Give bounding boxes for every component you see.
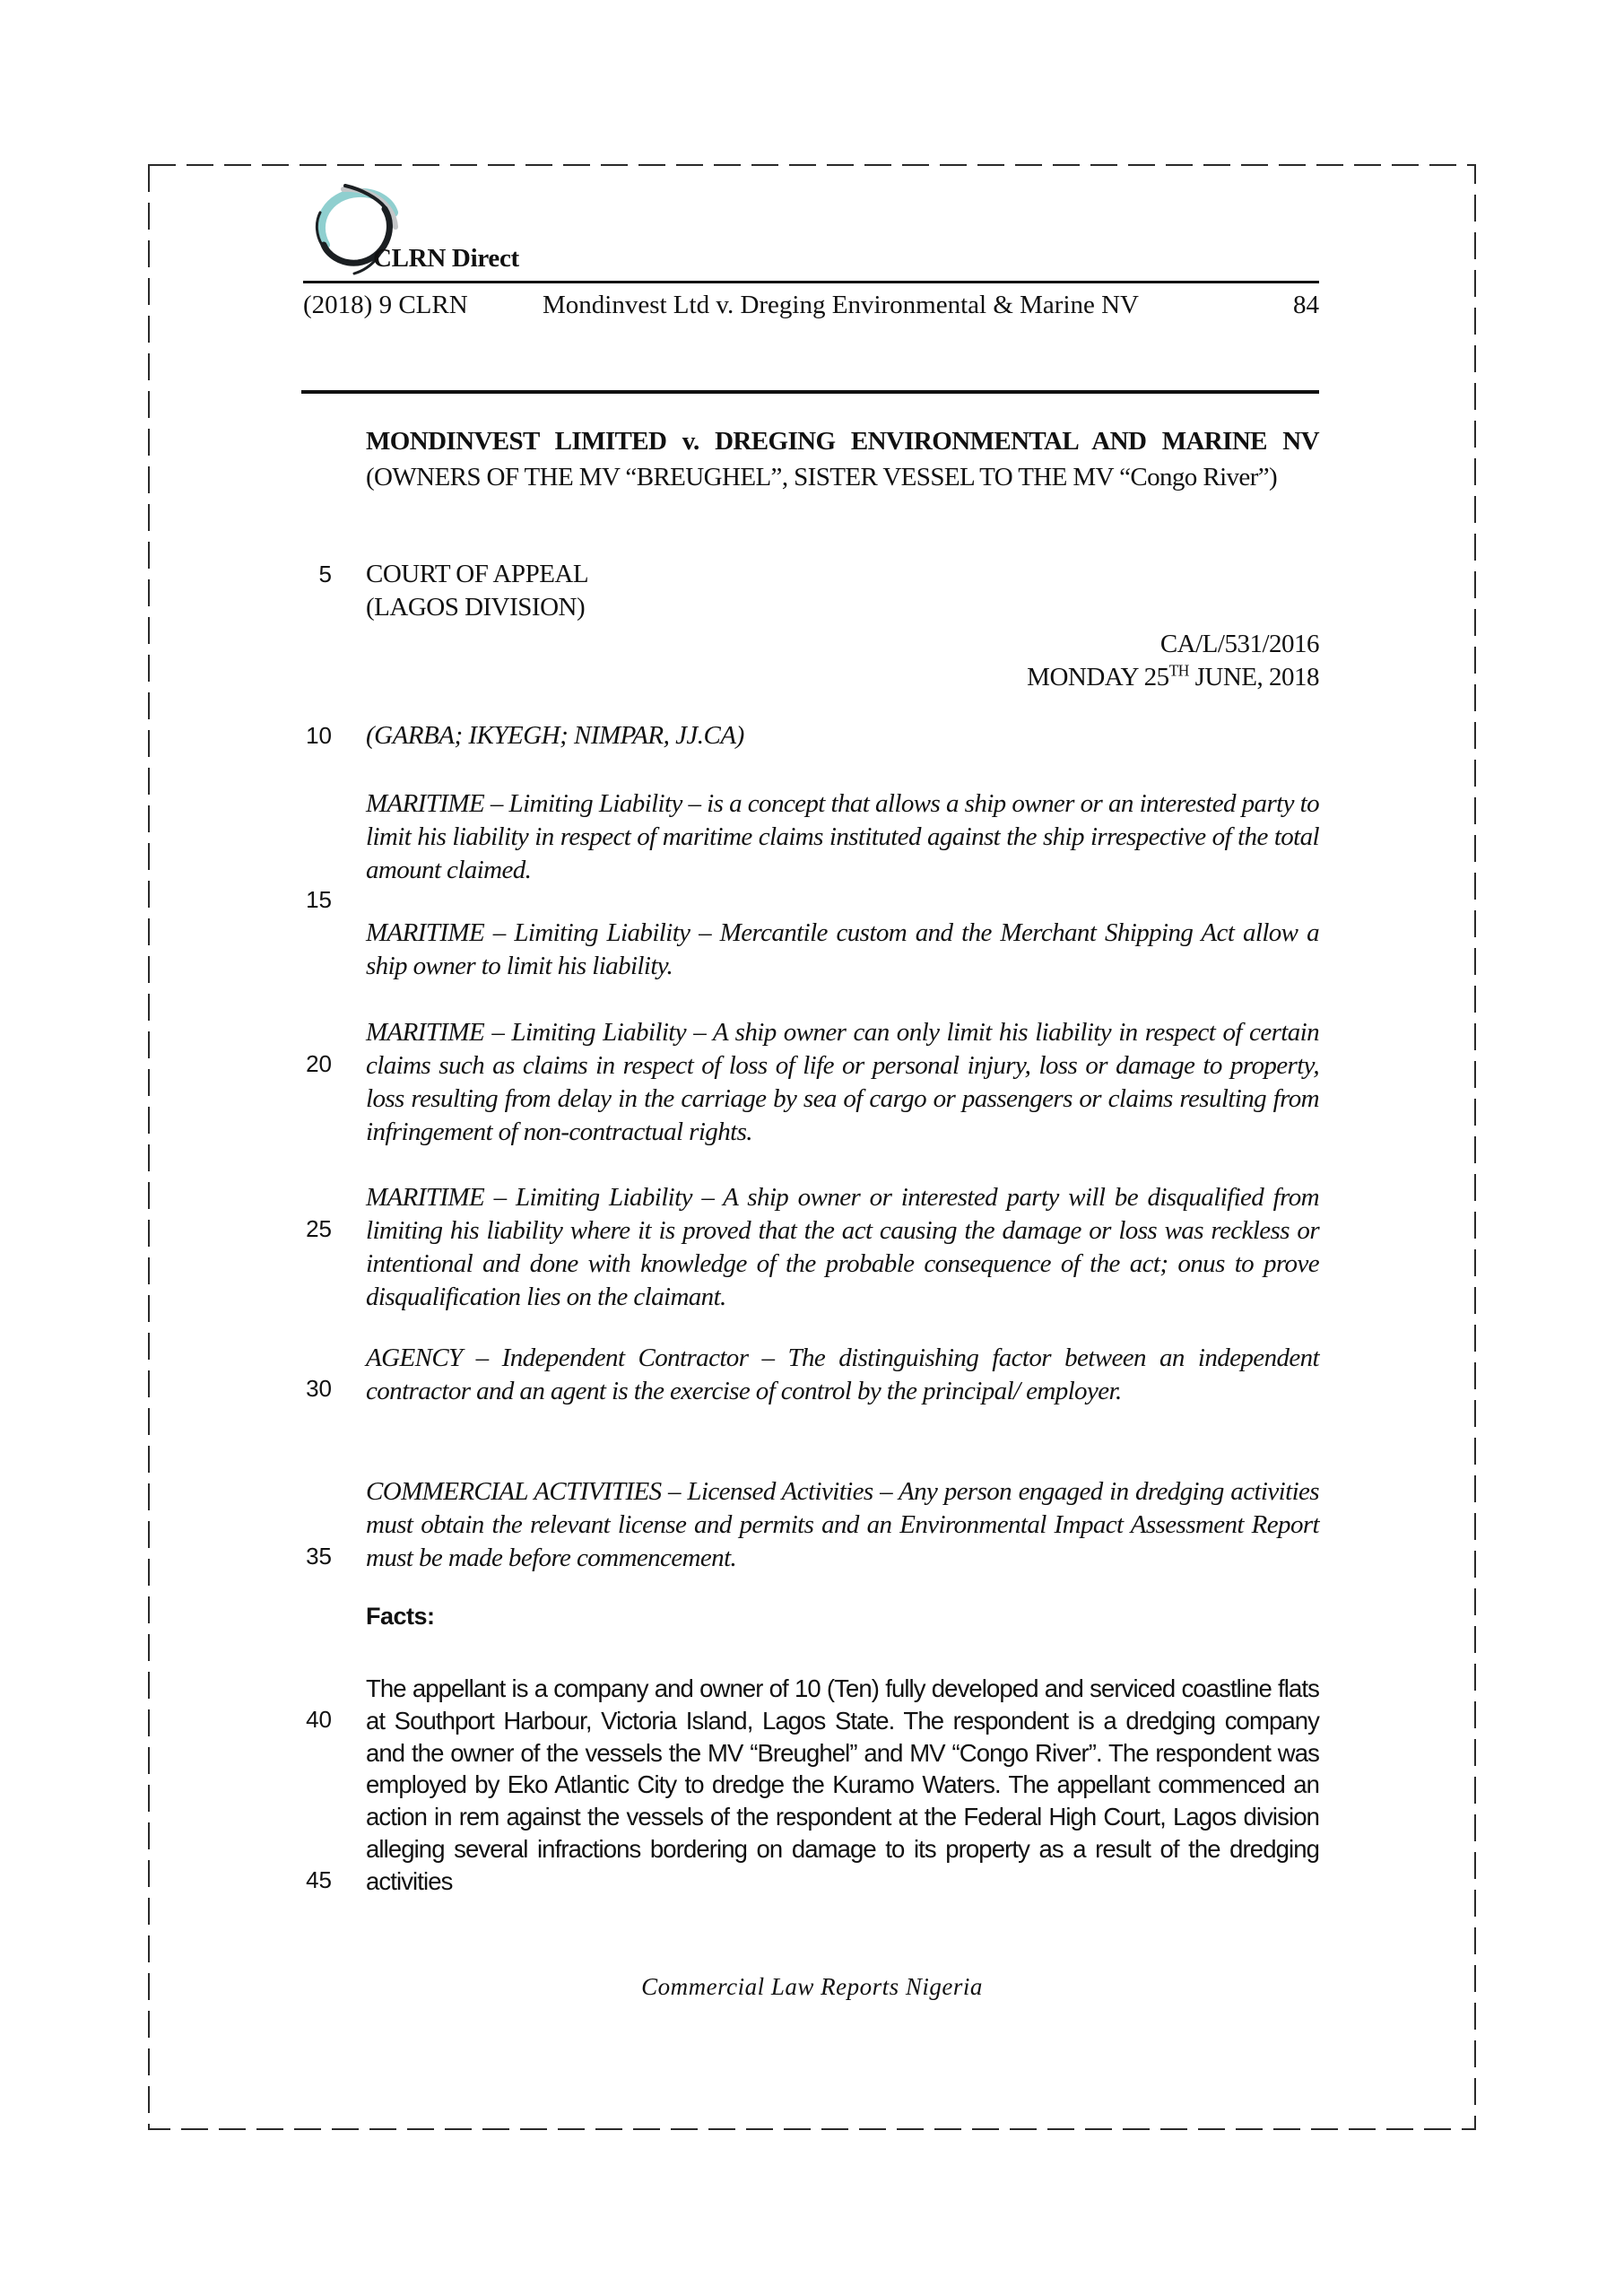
brand-name: CLRN Direct (373, 244, 519, 273)
judgment-date (366, 661, 1319, 694)
headnote: MARITIME – Limiting Liability – A ship owner can only limit his liability in respect of certain claims such as claims in respect of loss of life or personal injury, loss or damage to property, loss resulting from delay in the carriage by sea of cargo or passengers or claims resulting from infringement of non-contractual rights. (366, 1018, 1319, 1146)
title-rule (301, 390, 1319, 394)
headnote: MARITIME – Limiting Liability – is a concept that allows a ship owner or an interested party to limit his liability in respect of maritime claims instituted against the ship irrespective of the total amount claimed. (366, 789, 1319, 884)
facts-paragraph: The appellant is a company and owner of 10 (Ten) fully developed and serviced coastline flats at Southport Harbour, Victoria Island, Lagos State. The respondent is a dredging company and the owner of the vessels the MV “Breughel” and MV “Congo River”. The respondent was employed by Eko Atlantic City to dredge the Kuramo Waters. The appellant commenced an action in rem against the vessels of the respondent at the Federal High Court, Lagos division alleging several infractions bordering on damage to its property as a result of the dredging activities (366, 1674, 1319, 1895)
court-name: COURT OF APPEAL (366, 560, 589, 588)
footer-publication: Commercial Law Reports Nigeria (641, 1973, 983, 2000)
line-number: 10 (306, 722, 332, 749)
headnote: MARITIME – Limiting Liability – A ship owner or interested party will be disqualified from limiting his liability where it is proved that the act causing the damage or loss was reckless or intentional and done with knowledge of the probable consequence of the act; onus to prove disqualification lies on the claimant. (366, 1183, 1319, 1311)
coram: (GARBA; IKYEGH; NIMPAR, JJ.CA) (366, 721, 744, 750)
headnote: COMMERCIAL ACTIVITIES – Licensed Activities – Any person engaged in dredging activities must obtain the relevant license and permits and an Environmental Impact Assessment Report must be made before commencement. (366, 1477, 1319, 1572)
line-number: 25 (306, 1215, 332, 1242)
header-citation: (2018) 9 CLRN (303, 291, 468, 319)
headnote: AGENCY – Independent Contractor – The distinguishing factor between an independent contractor and an agent is the exercise of control by the principal/ employer. (366, 1344, 1319, 1405)
header-case-title: Mondinvest Ltd v. Dreging Environmental & Marine NV (543, 291, 1140, 319)
header-rule (303, 281, 1319, 283)
line-number: 15 (306, 886, 332, 913)
headnote: MARITIME – Limiting Liability – Mercantile custom and the Merchant Shipping Act allow a ship owner to limit his liability. (366, 918, 1319, 980)
line-number: 5 (318, 561, 332, 587)
court-division: (LAGOS DIVISION) (366, 593, 586, 622)
line-number: 45 (306, 1866, 332, 1893)
line-number: 30 (306, 1375, 332, 1402)
line-number: 20 (306, 1050, 332, 1077)
date-month-year: JUNE, 2018 (1188, 663, 1319, 691)
case-title-parties: MONDINVEST LIMITED v. DREGING ENVIRONMENTAL AND MARINE NV (366, 427, 1319, 456)
page-number: 84 (1293, 291, 1319, 319)
case-title (366, 423, 1319, 495)
date-ordinal: TH (1168, 661, 1189, 680)
date-day: MONDAY 25 (1027, 663, 1169, 691)
line-number: 40 (306, 1706, 332, 1733)
line-number: 35 (306, 1543, 332, 1570)
suit-number: CA/L/531/2016 (1159, 630, 1319, 658)
facts-heading: Facts: (366, 1603, 435, 1630)
case-title-vessel: (OWNERS OF THE MV “BREUGHEL”, SISTER VESSEL TO THE MV “Congo River”) (366, 463, 1278, 491)
